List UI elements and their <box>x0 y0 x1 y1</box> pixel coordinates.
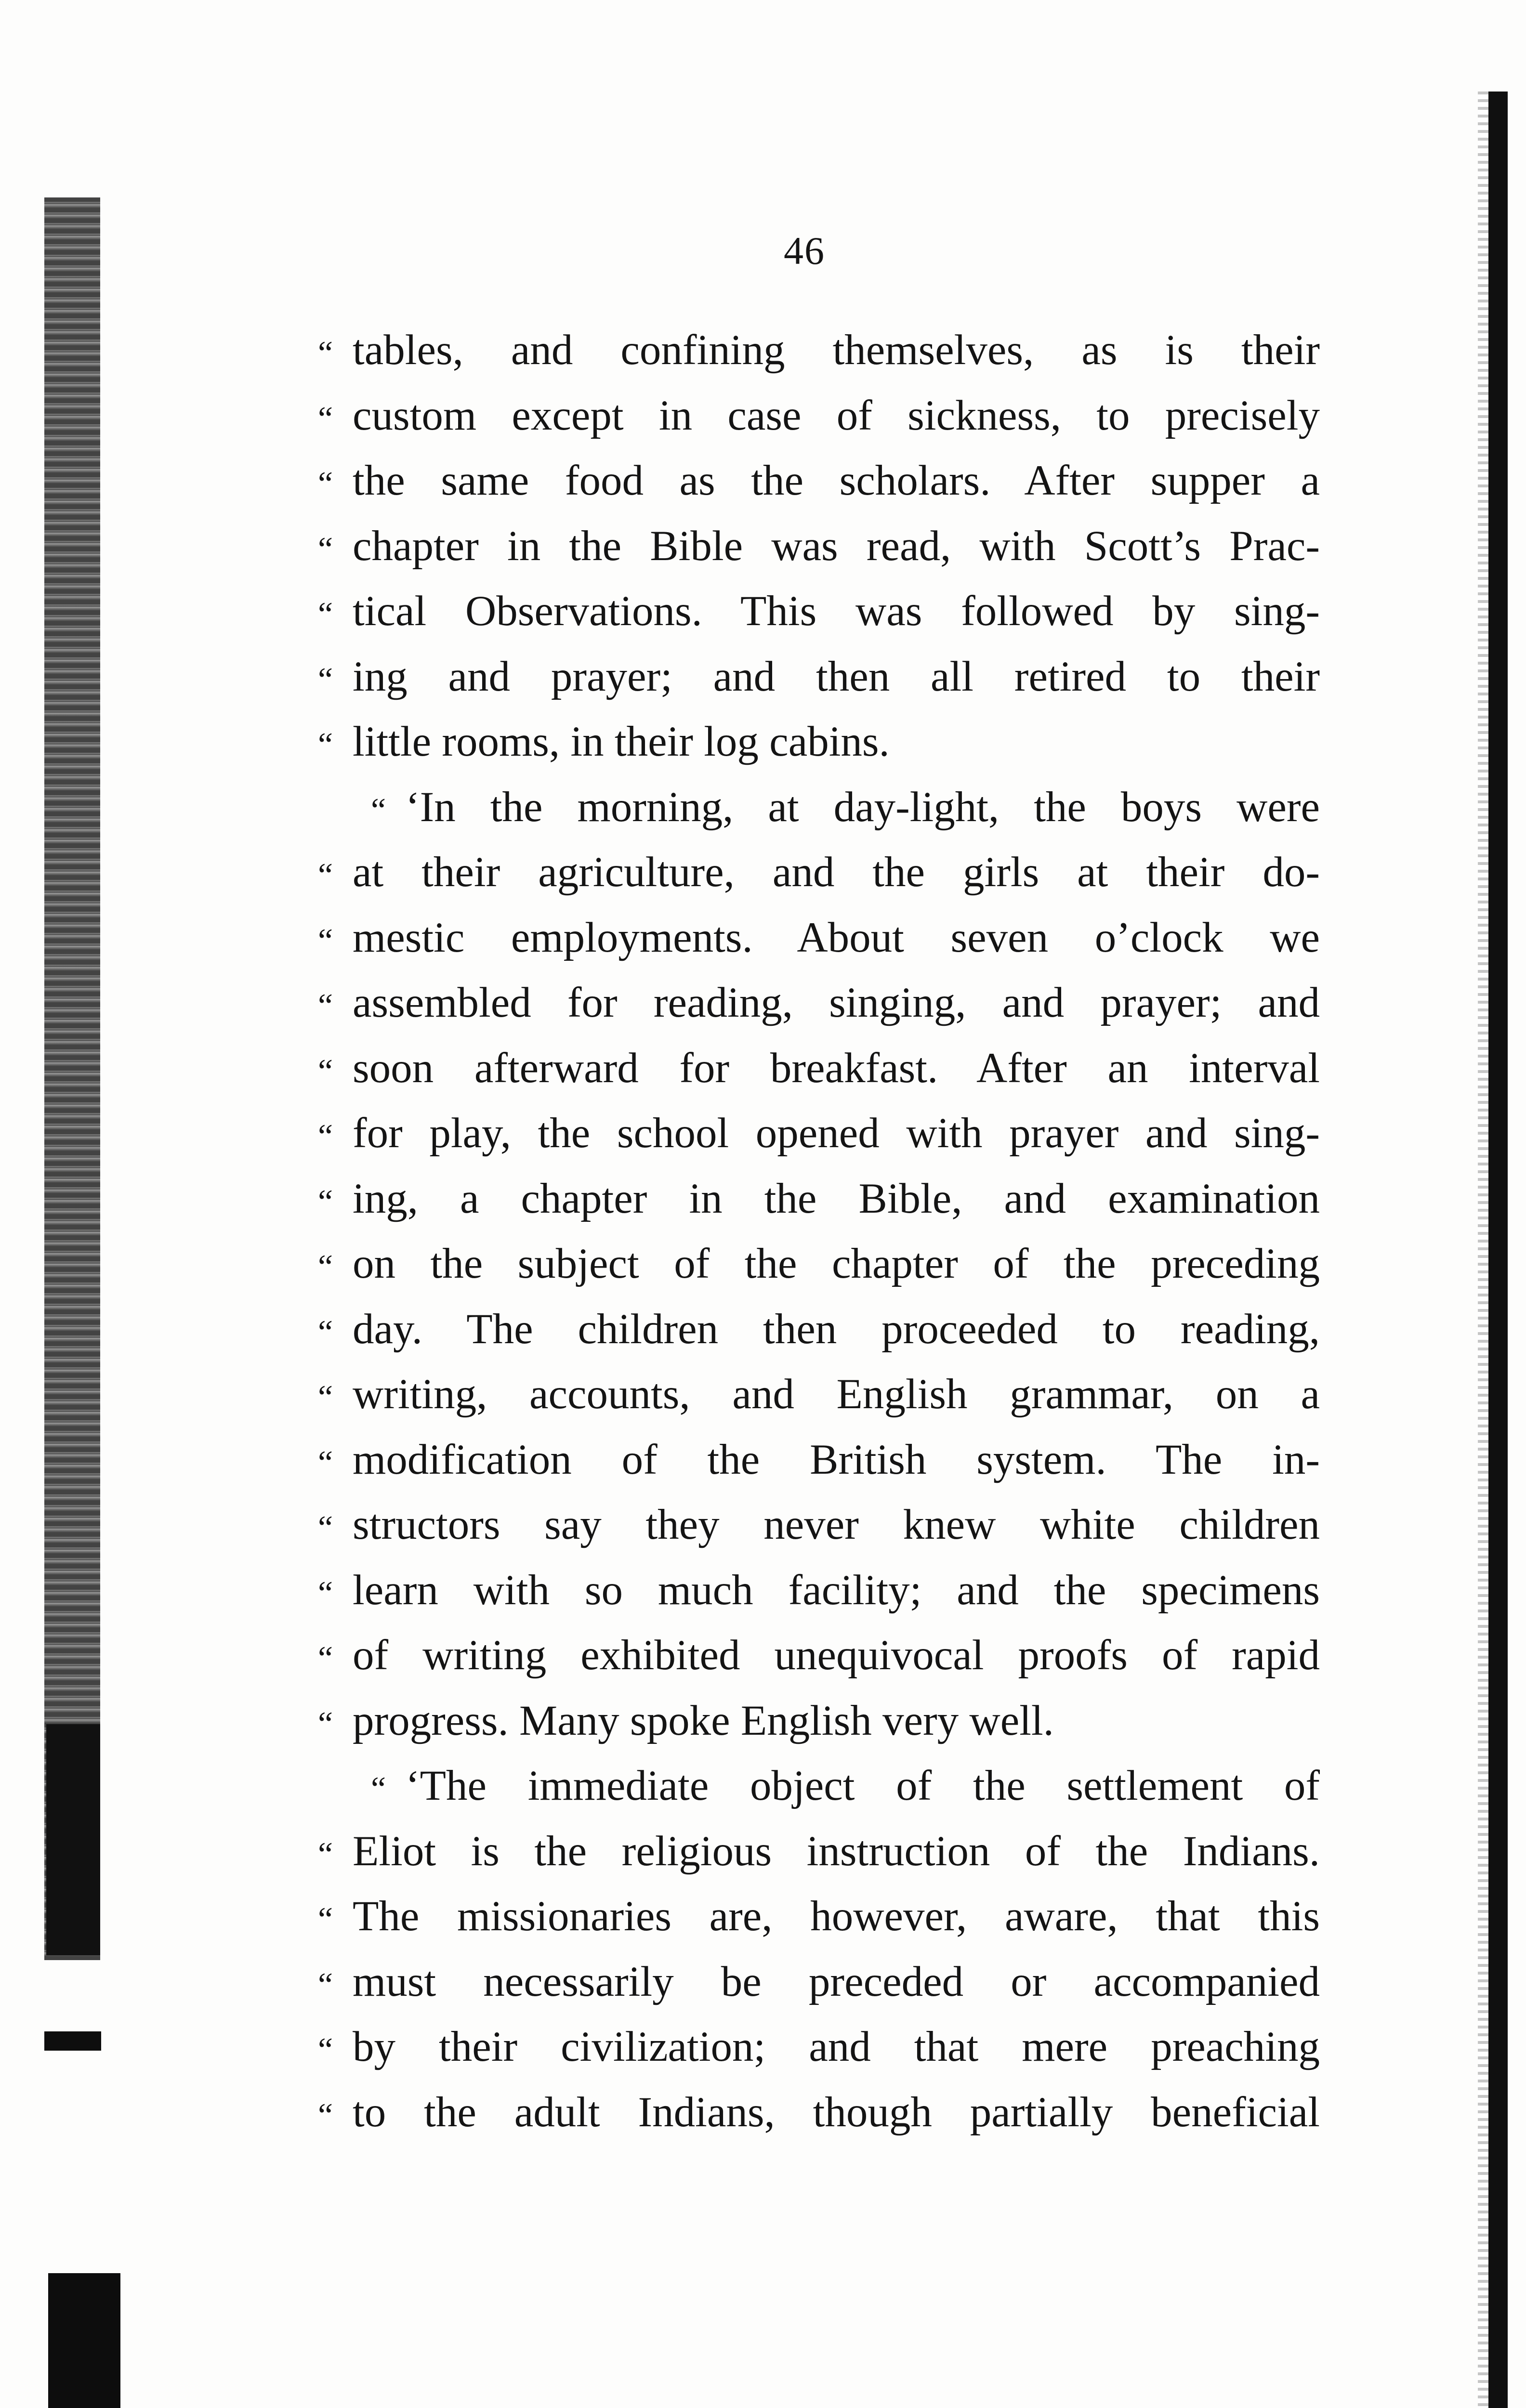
quote-mark: “ <box>318 530 333 568</box>
text-line <box>318 1623 1320 1688</box>
line-text: soon afterward for breakfast. After an interval <box>353 1044 1320 1092</box>
line-text: by their civilization; and that mere preaching <box>353 2023 1320 2070</box>
text-line <box>318 1231 1320 1297</box>
line-text: ‘The immediate object of the settlement of <box>406 1762 1320 1809</box>
text-line <box>318 1492 1320 1558</box>
line-text: the same food as the scholars. After supper a <box>353 457 1320 504</box>
quote-mark: “ <box>318 596 333 633</box>
quote-mark: “ <box>371 791 386 829</box>
line-text: custom except in case of sickness, to precisely <box>353 392 1320 439</box>
line-text: at their agriculture, and the girls at their do- <box>353 849 1320 896</box>
quote-mark: “ <box>318 400 333 437</box>
text-line-paragraph-start <box>318 1754 1320 1819</box>
quote-mark: “ <box>318 661 333 698</box>
text-line <box>318 448 1320 514</box>
line-text: ing and prayer; and then all retired to their <box>353 653 1320 700</box>
quote-mark: “ <box>318 857 333 894</box>
text-line <box>318 1297 1320 1362</box>
binding-edge-shadow <box>44 197 100 1960</box>
quote-mark: “ <box>371 1770 386 1807</box>
text-line <box>318 970 1320 1036</box>
quote-mark: “ <box>318 726 333 763</box>
text-line <box>318 514 1320 579</box>
line-text: writing, accounts, and English grammar, on a <box>353 1371 1320 1418</box>
scan-corner-block <box>48 2273 120 2408</box>
text-line <box>318 709 1320 775</box>
text-line <box>318 1688 1320 1754</box>
line-text: ing, a chapter in the Bible, and examination <box>353 1175 1320 1222</box>
quote-mark: “ <box>318 1966 333 2003</box>
body-text <box>318 318 1320 2145</box>
quote-mark: “ <box>318 1574 333 1612</box>
line-text: progress. Many spoke English very well. <box>353 1697 1054 1744</box>
line-text: structors say they never knew white children <box>353 1501 1320 1548</box>
text-line <box>318 2080 1320 2146</box>
line-text: to the adult Indians, though partially beneficial <box>353 2088 1320 2136</box>
text-line <box>318 840 1320 905</box>
quote-mark: “ <box>318 1444 333 1481</box>
quote-mark: “ <box>318 1379 333 1416</box>
line-text: chapter in the Bible was read, with Scott’s Prac- <box>353 522 1320 570</box>
line-text: of writing exhibited unequivocal proofs of rapid <box>353 1632 1320 1679</box>
page-right-edge-texture <box>1478 92 1488 2408</box>
line-text: The missionaries are, however, aware, that this <box>353 1893 1320 1940</box>
text-line <box>318 1884 1320 1950</box>
line-text: tables, and confining themselves, as is their <box>353 327 1320 374</box>
text-line <box>318 1036 1320 1101</box>
text-line <box>318 1101 1320 1166</box>
quote-mark: “ <box>318 1640 333 1677</box>
line-text: tical Observations. This was followed by sing- <box>353 588 1320 635</box>
line-text: learn with so much facility; and the specimens <box>353 1566 1320 1614</box>
line-text: assembled for reading, singing, and prayer; and <box>353 979 1320 1026</box>
quote-mark: “ <box>318 2031 333 2068</box>
quote-mark: “ <box>318 465 333 502</box>
text-line <box>318 383 1320 449</box>
line-text: ‘In the morning, at day-light, the boys were <box>406 783 1320 831</box>
page-right-edge-bar <box>1488 92 1508 2408</box>
quote-mark: “ <box>318 2096 333 2134</box>
text-line-paragraph-start <box>318 775 1320 840</box>
quote-mark: “ <box>318 1248 333 1285</box>
text-line <box>318 1950 1320 2015</box>
line-text: mestic employments. About seven o’clock we <box>353 914 1320 961</box>
quote-mark: “ <box>318 1313 333 1351</box>
quote-mark: “ <box>318 922 333 959</box>
text-line <box>318 905 1320 971</box>
line-text: on the subject of the chapter of the preceding <box>353 1240 1320 1287</box>
quote-mark: “ <box>318 335 333 372</box>
text-line <box>318 1362 1320 1427</box>
text-line <box>318 1166 1320 1232</box>
quote-mark: “ <box>318 1705 333 1742</box>
text-line <box>318 1558 1320 1623</box>
text-line <box>318 2015 1320 2080</box>
line-text: little rooms, in their log cabins. <box>353 718 890 765</box>
quote-mark: “ <box>318 1118 333 1155</box>
quote-mark: “ <box>318 1835 333 1873</box>
quote-mark: “ <box>318 1509 333 1546</box>
text-line <box>318 644 1320 710</box>
text-line <box>318 579 1320 644</box>
line-text: must necessarily be preceded or accompanied <box>353 1958 1320 2005</box>
line-text: day. The children then proceeded to reading, <box>353 1305 1320 1353</box>
line-text: Eliot is the religious instruction of the Indians. <box>353 1827 1320 1875</box>
page-number: 46 <box>784 229 825 273</box>
quote-mark: “ <box>318 1052 333 1090</box>
quote-mark: “ <box>318 987 333 1024</box>
quote-mark: “ <box>318 1901 333 1938</box>
line-text: for play, the school opened with prayer and sing- <box>353 1110 1320 1157</box>
text-line <box>318 1427 1320 1493</box>
quote-mark: “ <box>318 1183 333 1220</box>
line-text: modification of the British system. The in- <box>353 1436 1320 1483</box>
binding-edge-dark-band <box>46 1724 100 1955</box>
scan-margin-mark <box>44 2031 101 2051</box>
text-line <box>318 318 1320 383</box>
text-line <box>318 1819 1320 1885</box>
